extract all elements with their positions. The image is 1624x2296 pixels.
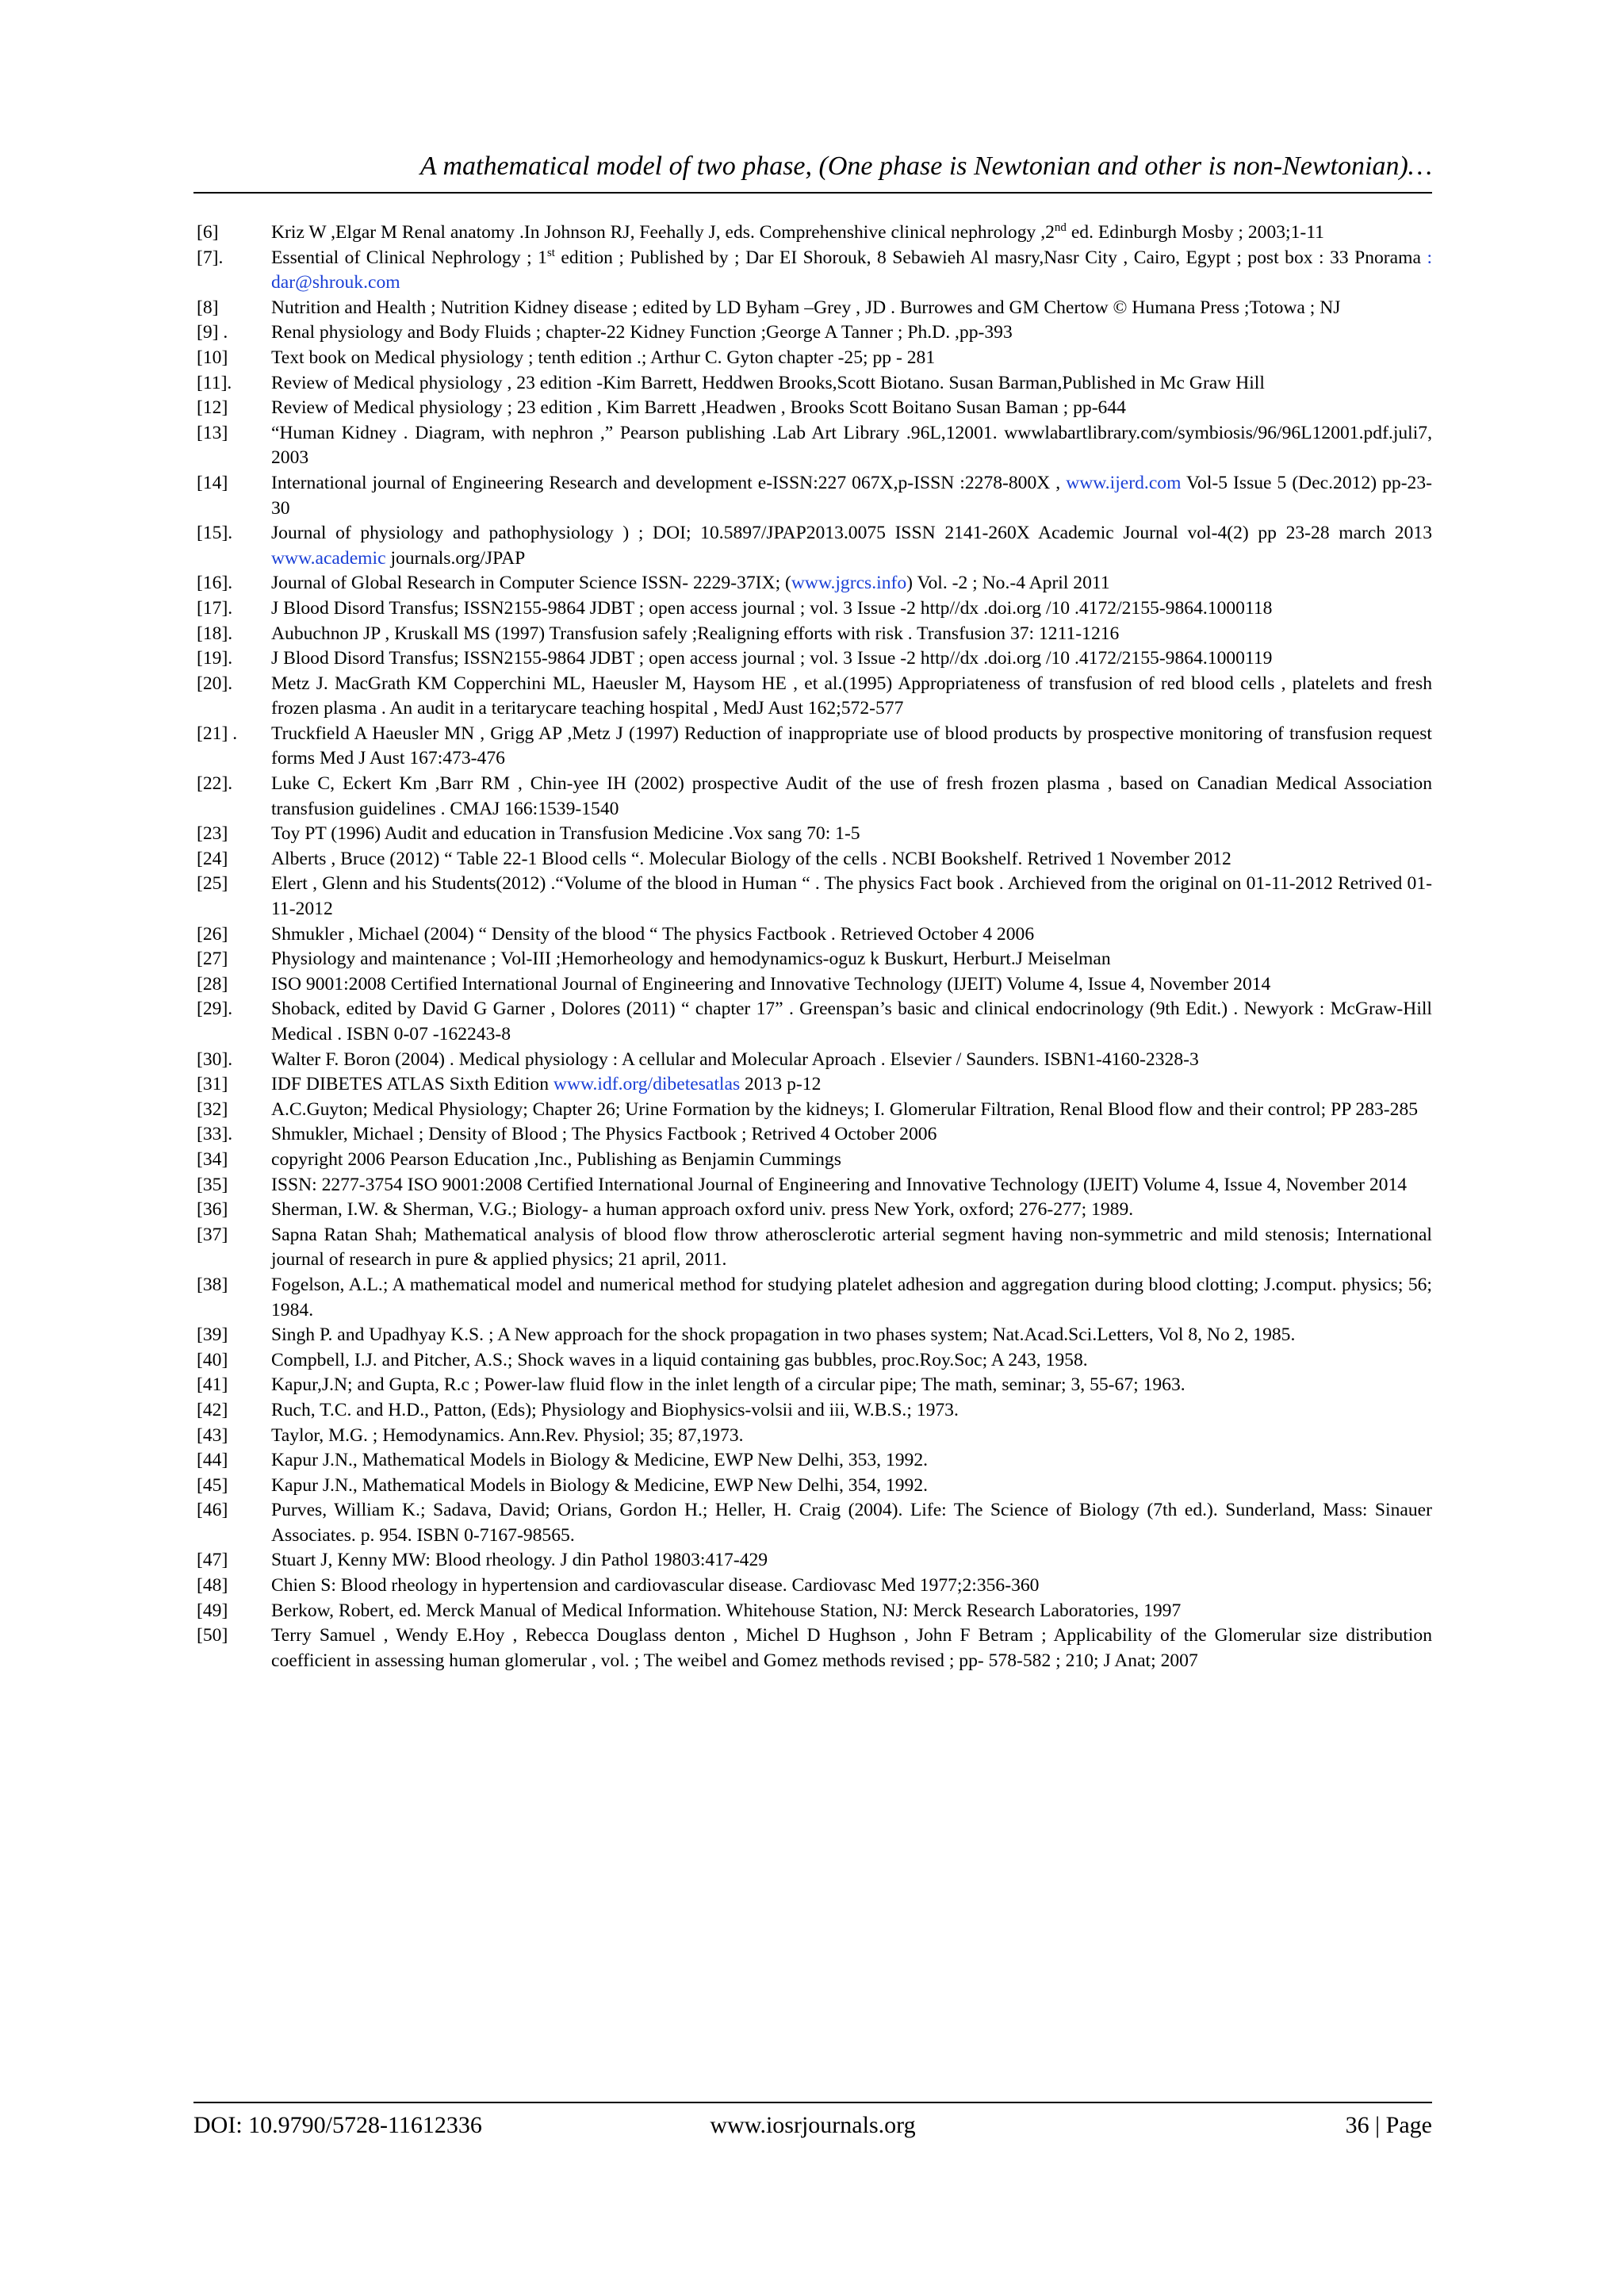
reference-text	[271, 1599, 1432, 1624]
reference-item	[197, 772, 1432, 822]
reference-item	[197, 1048, 1432, 1073]
reference-text-segment: 2013 p-12	[740, 1074, 822, 1095]
reference-text-segment: Essential of Clinical Nephrology ; 1	[271, 247, 547, 268]
reference-number: [23]	[197, 823, 228, 845]
reference-text-segment: Aubuchnon JP , Kruskall MS (1997) Transfusion safely ;Realigning efforts with risk . Transfusion 37: 1211-1216	[271, 623, 1120, 644]
reference-text-segment: Nutrition and Health ; Nutrition Kidney disease ; edited by LD Byham –Grey , JD . Burrowes and GM Chertow © Humana Press ;Totowa ; NJ	[271, 297, 1341, 318]
reference-number: [28]	[197, 973, 228, 995]
footer-page-number: 36 | Page	[1345, 2112, 1432, 2138]
reference-number: [18].	[197, 623, 233, 644]
reference-number: [12]	[197, 397, 228, 419]
reference-number: [21] .	[197, 723, 238, 744]
reference-text	[271, 1424, 1432, 1449]
footer-rule	[193, 2102, 1432, 2103]
reference-text	[271, 1448, 1432, 1474]
reference-item	[197, 371, 1432, 397]
reference-number: [8]	[197, 297, 219, 318]
reference-item	[197, 1474, 1432, 1499]
reference-number: [26]	[197, 923, 228, 945]
reference-number: [17].	[197, 597, 233, 619]
reference-item	[197, 1072, 1432, 1098]
reference-text-segment: Luke C, Eckert Km ,Barr RM , Chin-yee IH (2002) prospective Audit of the use of fresh frozen plasma , based on Canadian Medical Association transfusion guidelines . CMAJ 166:1539-1540	[271, 773, 1432, 819]
reference-item	[197, 1599, 1432, 1624]
reference-item	[197, 1623, 1432, 1673]
reference-item	[197, 1198, 1432, 1223]
reference-item	[197, 571, 1432, 596]
reference-number: [39]	[197, 1324, 228, 1346]
reference-item	[197, 396, 1432, 421]
reference-text-segment: Sherman, I.W. & Sherman, V.G.; Biology- a human approach oxford univ. press New York, oxford; 276-277; 1989.	[271, 1199, 1134, 1221]
reference-text-segment: Journal of physiology and pathophysiology ) ; DOI; 10.5897/JPAP2013.0075 ISSN 2141-260X Academic Journal vol-4(2) pp 23-28 march 2013	[271, 523, 1432, 544]
reference-text-segment: ISSN: 2277-3754 ISO 9001:2008 Certified International Journal of Engineering and Innovative Technology (IJEIT) Volume 4, Issue 4, November 2014	[271, 1174, 1408, 1195]
reference-number: [30].	[197, 1048, 233, 1070]
reference-link[interactable]: www.idf.org/dibetesatlas	[553, 1074, 741, 1095]
reference-item	[197, 646, 1432, 672]
reference-number: [50]	[197, 1625, 228, 1646]
reference-text	[271, 421, 1432, 471]
reference-text-segment: ) Vol. -2 ; No.-4 April 2011	[906, 573, 1110, 594]
reference-text	[271, 972, 1432, 998]
reference-text	[271, 1623, 1432, 1673]
reference-text	[271, 320, 1432, 346]
reference-text-segment: J Blood Disord Transfus; ISSN2155-9864 JDBT ; open access journal ; vol. 3 Issue -2 http//dx .doi.org /10 .4172/2155-9864.1000118	[271, 597, 1273, 619]
reference-text-segment: Physiology and maintenance ; Vol-III ;Hemorheology and hemodynamics-oguz k Buskurt, Herburt.J Meiselman	[271, 949, 1111, 970]
reference-text-segment: “Human Kidney . Diagram, with nephron ,” Pearson publishing .Lab Art Library .96L,12001. wwwlabartlibrary.com/symbiosis/96/96L12001.pdf.juli7, 2003	[271, 422, 1432, 469]
reference-item	[197, 1398, 1432, 1424]
reference-number: [13]	[197, 422, 228, 443]
reference-text-segment: Elert , Glenn and his Students(2012) .“Volume of the blood in Human “ . The physics Fact book . Archieved from the original on 01-11-2012 Retrived 01-11-2012	[271, 873, 1432, 920]
reference-number: [22].	[197, 773, 233, 795]
reference-text	[271, 596, 1432, 622]
reference-number: [9] .	[197, 322, 228, 343]
reference-number: [43]	[197, 1424, 228, 1446]
reference-text	[271, 296, 1432, 321]
reference-text	[271, 1273, 1432, 1323]
reference-text	[271, 1498, 1432, 1548]
reference-text	[271, 471, 1432, 521]
reference-number: [34]	[197, 1148, 228, 1170]
reference-text-segment: Ruch, T.C. and H.D., Patton, (Eds); Physiology and Biophysics-volsii and iii, W.B.S.; 1973.	[271, 1399, 959, 1420]
reference-number: [10]	[197, 347, 228, 368]
reference-text-segment: ed. Edinburgh Mosby ; 2003;1-11	[1066, 222, 1324, 243]
reference-text-segment: Kapur J.N., Mathematical Models in Biology & Medicine, EWP New Delhi, 353, 1992.	[271, 1450, 929, 1471]
reference-text-segment: Purves, William K.; Sadava, David; Orians, Gordon H.; Heller, H. Craig (2004). Life: The Science of Biology (7th ed.). Sunderland, Mass: Sinauer Associates. p. 954. ISBN 0-7167-98565.	[271, 1500, 1432, 1546]
header-rule	[193, 192, 1432, 194]
reference-number: [40]	[197, 1349, 228, 1370]
reference-text	[271, 1173, 1432, 1198]
reference-list	[197, 220, 1432, 1673]
reference-text-segment: Truckfield A Haeusler MN , Grigg AP ,Metz J (1997) Reduction of inappropriate use of blood products by prospective monitoring of transfusion request forms Med J Aust 167:473-476	[271, 723, 1432, 769]
reference-item	[197, 922, 1432, 948]
reference-item	[197, 596, 1432, 622]
reference-number: [14]	[197, 472, 228, 493]
reference-number: [15].	[197, 523, 233, 544]
reference-text	[271, 246, 1432, 296]
reference-text-segment: J Blood Disord Transfus; ISSN2155-9864 JDBT ; open access journal ; vol. 3 Issue -2 http//dx .doi.org /10 .4172/2155-9864.1000119	[271, 648, 1273, 669]
reference-number: [38]	[197, 1274, 228, 1295]
reference-item	[197, 320, 1432, 346]
reference-number: [42]	[197, 1399, 228, 1420]
reference-text	[271, 847, 1432, 872]
reference-text-segment: A.C.Guyton; Medical Physiology; Chapter 26; Urine Formation by the kidneys; I. Glomerular Filtration, Renal Blood flow and their control; PP 283-285	[271, 1098, 1419, 1120]
reference-text	[271, 622, 1432, 647]
reference-item	[197, 1148, 1432, 1173]
reference-text	[271, 1223, 1432, 1273]
reference-text-segment: Alberts , Bruce (2012) “ Table 22-1 Blood cells “. Molecular Biology of the cells . NCBI Bookshelf. Retrived 1 November 2012	[271, 848, 1231, 869]
reference-item	[197, 220, 1432, 246]
reference-item	[197, 1573, 1432, 1599]
reference-item	[197, 972, 1432, 998]
reference-item	[197, 1348, 1432, 1374]
reference-number: [35]	[197, 1174, 228, 1195]
reference-text	[271, 872, 1432, 922]
reference-text-segment: Journal of Global Research in Computer Science ISSN- 2229-37IX; (	[271, 573, 791, 594]
reference-item	[197, 521, 1432, 571]
reference-item	[197, 722, 1432, 772]
reference-item	[197, 847, 1432, 872]
reference-number: [7].	[197, 247, 224, 268]
reference-item	[197, 822, 1432, 847]
reference-text-segment: Text book on Medical physiology ; tenth edition .; Arthur C. Gyton chapter -25; pp - 281	[271, 347, 936, 368]
reference-item	[197, 1323, 1432, 1348]
reference-item	[197, 1424, 1432, 1449]
reference-text	[271, 521, 1432, 571]
reference-text-segment: Vol-5 Issue 5 (Dec.2012) pp-23-30	[271, 472, 1433, 519]
reference-item	[197, 296, 1432, 321]
reference-text-segment: Kapur J.N., Mathematical Models in Biology & Medicine, EWP New Delhi, 354, 1992.	[271, 1474, 929, 1496]
reference-number: [49]	[197, 1600, 228, 1621]
reference-link[interactable]: : dar@shrouk.com	[271, 247, 1432, 293]
reference-item	[197, 1223, 1432, 1273]
reference-text-segment: Compbell, I.J. and Pitcher, A.S.; Shock waves in a liquid containing gas bubbles, proc.Roy.Soc; A 243, 1958.	[271, 1349, 1088, 1370]
reference-text-segment: Terry Samuel , Wendy E.Hoy , Rebecca Douglass denton , Michel D Hughson , John F Betram ; Applicability of the Glomerular size distribution coefficient in assessing human glomerular , vol. ; The weibel and Gomez methods revised ; pp- 578-582 ; 210; J Anat; 2007	[271, 1625, 1432, 1671]
reference-number: [25]	[197, 873, 228, 895]
reference-text	[271, 997, 1432, 1047]
reference-text	[271, 1373, 1432, 1398]
reference-text-segment: Review of Medical physiology ; 23 edition , Kim Barrett ,Headwen , Brooks Scott Boitano Susan Baman ; pp-644	[271, 397, 1126, 419]
reference-text	[271, 646, 1432, 672]
reference-item	[197, 1122, 1432, 1148]
reference-text	[271, 722, 1432, 772]
reference-item	[197, 246, 1432, 296]
reference-text	[271, 571, 1432, 596]
reference-text-segment: Shoback, edited by David G Garner , Dolores (2011) “ chapter 17” . Greenspan’s basic and clinical endocrinology (9th Edit.) . Newyork : McGraw-Hill Medical . ISBN 0-07 -162243-8	[271, 999, 1432, 1045]
ordinal-superscript: st	[546, 246, 555, 259]
reference-text	[271, 672, 1432, 722]
reference-number: [29].	[197, 999, 233, 1020]
reference-number: [16].	[197, 573, 233, 594]
reference-item	[197, 947, 1432, 972]
reference-text	[271, 1048, 1432, 1073]
reference-number: [47]	[197, 1550, 228, 1571]
reference-text	[271, 346, 1432, 371]
reference-text-segment: ISO 9001:2008 Certified International Journal of Engineering and Innovative Technology (IJEIT) Volume 4, Issue 4, November 2014	[271, 973, 1271, 995]
reference-text	[271, 1122, 1432, 1148]
reference-number: [46]	[197, 1500, 228, 1521]
reference-text	[271, 1198, 1432, 1223]
reference-item	[197, 1098, 1432, 1123]
reference-text	[271, 1348, 1432, 1374]
reference-number: [48]	[197, 1575, 228, 1596]
reference-text-segment: Fogelson, A.L.; A mathematical model and numerical method for studying platelet adhesion and aggregation during blood clotting; J.comput. physics; 56; 1984.	[271, 1274, 1432, 1320]
reference-text-segment: Renal physiology and Body Fluids ; chapter-22 Kidney Function ;George A Tanner ; Ph.D. ,pp-393	[271, 322, 1013, 343]
reference-text-segment: IDF DIBETES ATLAS Sixth Edition	[271, 1074, 553, 1095]
reference-text-segment: Singh P. and Upadhyay K.S. ; A New approach for the shock propagation in two phases system; Nat.Acad.Sci.Letters, Vol 8, No 2, 1985.	[271, 1324, 1296, 1346]
reference-text	[271, 1474, 1432, 1499]
reference-item	[197, 1273, 1432, 1323]
reference-link[interactable]: www.jgrcs.info	[791, 573, 907, 594]
reference-item	[197, 346, 1432, 371]
reference-number: [6]	[197, 222, 219, 243]
reference-text	[271, 371, 1432, 397]
reference-text-segment: Sapna Ratan Shah; Mathematical analysis of blood flow throw atherosclerotic arterial segment having non-symmetric and mild stenosis; International journal of research in pure & applied physics; 21 april, 2011.	[271, 1224, 1432, 1271]
reference-text-segment: Metz J. MacGrath KM Copperchini ML, Haeusler M, Haysom HE , et al.(1995) Appropriateness of transfusion of red blood cells , platelets and fresh frozen plasma . An audit in a teritarycare teaching hospital , MedJ Aust 162;572-577	[271, 673, 1432, 719]
footer-doi: DOI: 10.9790/5728-11612336	[193, 2112, 482, 2138]
reference-text-segment: Review of Medical physiology , 23 edition -Kim Barrett, Heddwen Brooks,Scott Biotano. Susan Barman,Published in Mc Graw Hill	[271, 372, 1265, 393]
reference-item	[197, 997, 1432, 1047]
reference-text	[271, 1398, 1432, 1424]
reference-number: [24]	[197, 848, 228, 869]
reference-text	[271, 922, 1432, 948]
reference-text-segment: Shmukler , Michael (2004) “ Density of the blood “ The physics Factbook . Retrieved October 4 2006	[271, 923, 1035, 945]
running-title: A mathematical model of two phase, (One phase is Newtonian and other is non-Newtonian)…	[419, 151, 1432, 181]
reference-item	[197, 1448, 1432, 1474]
reference-number: [32]	[197, 1098, 228, 1120]
reference-text-segment: edition ; Published by ; Dar EI Shorouk, 8 Sebawieh Al masry,Nasr City , Cairo, Egypt ; post box : 33 Pnorama	[554, 247, 1427, 268]
reference-item	[197, 622, 1432, 647]
page-footer	[193, 2110, 1432, 2141]
reference-text-segment: International journal of Engineering Research and development e-ISSN:227 067X,p-ISSN :2278-800X ,	[271, 472, 1067, 493]
reference-text	[271, 1548, 1432, 1573]
reference-text	[271, 1098, 1432, 1123]
reference-item	[197, 1373, 1432, 1398]
reference-number: [45]	[197, 1474, 228, 1496]
reference-text-segment: Chien S: Blood rheology in hypertension and cardiovascular disease. Cardiovasc Med 1977;2:356-360	[271, 1575, 1040, 1596]
reference-item	[197, 471, 1432, 521]
reference-text	[271, 1148, 1432, 1173]
reference-text	[271, 822, 1432, 847]
reference-item	[197, 1498, 1432, 1548]
reference-text-segment: Walter F. Boron (2004) . Medical physiology : A cellular and Molecular Aproach . Elsevier / Saunders. ISBN1-4160-2328-3	[271, 1048, 1199, 1070]
reference-number: [19].	[197, 648, 233, 669]
reference-link[interactable]: www.ijerd.com	[1066, 472, 1182, 493]
reference-text	[271, 396, 1432, 421]
reference-text-segment: Taylor, M.G. ; Hemodynamics. Ann.Rev. Physiol; 35; 87,1973.	[271, 1424, 744, 1446]
reference-number: [33].	[197, 1124, 233, 1145]
reference-item	[197, 1548, 1432, 1573]
reference-text	[271, 1072, 1432, 1098]
reference-number: [36]	[197, 1199, 228, 1221]
reference-number: [41]	[197, 1374, 228, 1396]
reference-text	[271, 947, 1432, 972]
footer-site: www.iosrjournals.org	[710, 2112, 916, 2138]
reference-item	[197, 872, 1432, 922]
reference-text	[271, 1323, 1432, 1348]
reference-text	[271, 772, 1432, 822]
reference-text-segment: Kapur,J.N; and Gupta, R.c ; Power-law fluid flow in the inlet length of a circular pipe; The math, seminar; 3, 55-67; 1963.	[271, 1374, 1185, 1396]
reference-text	[271, 1573, 1432, 1599]
reference-item	[197, 421, 1432, 471]
reference-item	[197, 672, 1432, 722]
reference-link[interactable]: www.academic	[271, 547, 386, 569]
reference-text-segment: copyright 2006 Pearson Education ,Inc., Publishing as Benjamin Cummings	[271, 1148, 841, 1170]
reference-text-segment: Kriz W ,Elgar M Renal anatomy .In Johnson RJ, Feehally J, eds. Comprehenshive clinical nephrology ,2	[271, 222, 1055, 243]
reference-number: [37]	[197, 1224, 228, 1245]
reference-text-segment: journals.org/JPAP	[385, 547, 526, 569]
ordinal-superscript: nd	[1054, 221, 1067, 235]
reference-text-segment: Shmukler, Michael ; Density of Blood ; The Physics Factbook ; Retrived 4 October 2006	[271, 1124, 937, 1145]
reference-text-segment: Berkow, Robert, ed. Merck Manual of Medical Information. Whitehouse Station, NJ: Merck Research Laboratories, 1997	[271, 1600, 1182, 1621]
reference-text	[271, 220, 1432, 246]
reference-text-segment: Toy PT (1996) Audit and education in Transfusion Medicine .Vox sang 70: 1-5	[271, 823, 860, 845]
reference-number: [27]	[197, 949, 228, 970]
reference-number: [11].	[197, 372, 232, 393]
reference-number: [31]	[197, 1074, 228, 1095]
reference-text-segment: Stuart J, Kenny MW: Blood rheology. J din Pathol 19803:417-429	[271, 1550, 768, 1571]
reference-number: [44]	[197, 1450, 228, 1471]
reference-number: [20].	[197, 673, 233, 694]
reference-item	[197, 1173, 1432, 1198]
